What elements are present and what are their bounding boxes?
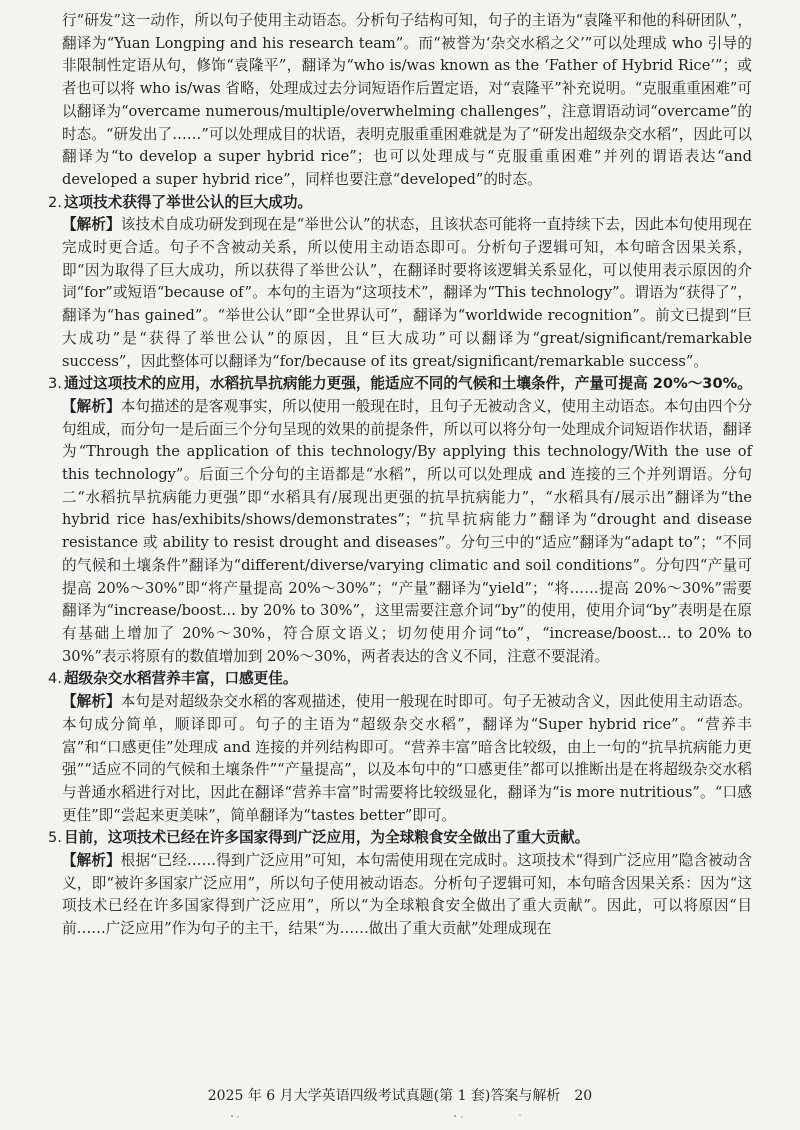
item-4: [48, 668, 752, 827]
analysis-text: 该技术自成功研发到现在是“举世公认”的状态，且该状态可能将一直持续下去，因此本句使用现在完成时更合适。句子不含被动关系，所以使用主动语态即可。分析句子逻辑可知，本句暗含因果关系，即“因为取得了巨大成功，所以获得了举世公认”，在翻译时要将该逻辑关系显化，可以使用表示原因的介词“for”或短语“because of”。本句的主语为“这项技术”，翻译为“This technology”。谓语为“获得了”，翻译为“has gained”。“举世公认”即“全世界认可”，翻译为“worldwide recognition”。前文已提到“巨大成功”是“获得了举世公认”的原因，且“巨大成功”可以翻译为“great/significant/remarkable success”，因此整体可以翻译为“for/because of its great/significant/remarkable success”。: [62, 216, 752, 370]
item-sentence: 目前，这项技术已经在许多国家得到广泛应用，为全球粮食安全做出了重大贡献。: [63, 829, 590, 847]
page-number: 20: [574, 1088, 593, 1104]
analysis-tag: 【解析】: [62, 397, 121, 415]
scan-specks: [0, 1112, 800, 1122]
item-heading: [48, 668, 752, 691]
item-number: 2.: [48, 193, 62, 211]
item-heading: [48, 192, 752, 215]
item-analysis: [62, 850, 752, 941]
item-heading: [48, 373, 752, 396]
item-analysis: [62, 396, 752, 668]
analysis-tag: 【解析】: [62, 852, 121, 870]
item-2: [48, 192, 752, 374]
item-sentence: 通过这项技术的应用，水稻抗旱抗病能力更强，能适应不同的气候和土壤条件，产量可提高 20%～30%。: [63, 375, 752, 393]
item-3: [48, 373, 752, 668]
intro-paragraph: 行“研发”这一动作，所以句子使用主动语态。分析句子结构可知，句子的主语为“袁隆平和他的科研团队”，翻译为“Yuan Longping and his research team”。而“被誉为‘杂交水稻之父’”可以处理成 who 引导的非限制性定语从句，修饰“袁隆平”，翻译为“who is/was known as the ‘Father of Hybrid Rice’”；或者也可以将 who is/was 省略，处理成过去分词短语作后置定语，对“袁隆平”补充说明。“克服重重困难”可以翻译为“overcame numerous/multiple/overwhelming challenges”，注意谓语动词“overcame”的时态。“研发出了……”可以处理成目的状语，表明克服重重困难就是为了“研发出超级杂交水稻”，因此可以翻译为“to develop a super hybrid rice”；也可以处理成与“克服重重困难”并列的谓语表达“and developed a super hybrid rice”，同样也要注意“developed”的时态。: [62, 12, 752, 188]
item-number: 3.: [48, 375, 62, 393]
footer-title: 2025 年 6 月大学英语四级考试真题(第 1 套)答案与解析: [207, 1088, 561, 1104]
item-number: 4.: [48, 670, 62, 688]
item-sentence: 这项技术获得了举世公认的巨大成功。: [63, 193, 313, 211]
item-heading: [48, 827, 752, 850]
item-analysis: [62, 691, 752, 827]
item-sentence: 超级杂交水稻营养丰富，口感更佳。: [63, 670, 298, 688]
item-5: [48, 827, 752, 941]
analysis-tag: 【解析】: [62, 693, 121, 711]
page-body: [48, 10, 752, 941]
analysis-text: 根据“已经……得到广泛应用”可知，本句需使用现在完成时。这项技术“得到广泛应用”隐含被动含义，即“被许多国家广泛应用”，所以句子使用被动语态。分析句子逻辑可知，本句暗含因果关系：因为“这项技术已经在许多国家得到广泛应用”，所以“为全球粮食安全做出了重大贡献”。因此，可以将原因“目前……广泛应用”作为句子的主干，结果“为……做出了重大贡献”处理成现在: [62, 852, 752, 938]
analysis-text: 本句是对超级杂交水稻的客观描述，使用一般现在时即可。句子无被动含义，因此使用主动语态。本句成分简单，顺译即可。句子的主语为“超级杂交水稻”，翻译为“Super hybrid rice”。“营养丰富”和“口感更佳”处理成 and 连接的并列结构即可。“营养丰富”暗含比较级，由上一句的“抗旱抗病能力更强”“适应不同的气候和土壤条件”“产量提高”，以及本句中的“口感更佳”都可以推断出是在将超级杂交水稻与普通水稻进行对比，因此在翻译“营养丰富”时需要将比较级显化，翻译为“is more nutritious”。“口感更佳”即“尝起来更美味”，简单翻译为“tastes better”即可。: [62, 693, 752, 824]
analysis-tag: 【解析】: [62, 216, 121, 234]
page-footer: [0, 1085, 800, 1105]
item-number: 5.: [48, 829, 62, 847]
item-analysis: [62, 214, 752, 373]
analysis-text: 本句描述的是客观事实，所以使用一般现在时，且句子无被动含义，使用主动语态。本句由四个分句组成，而分句一是后面三个分句呈现的效果的前提条件，所以可以将分句一处理成介词短语作状语，翻译为“Through the application of this technology/By applying this technology/With the use of this technology”。后面三个分句的主语都是“水稻”，所以可以处理成 and 连接的三个并列谓语。分句二“水稻抗旱抗病能力更强”即“水稻具有/展现出更强的抗旱抗病能力”，“水稻具有/展示出”翻译为“the hybrid rice has/exhibits/shows/demonstrates”；“抗旱抗病能力”翻译为“drought and disease resistance 或 ability to resist drought and diseases”。分句三中的“适应”翻译为“adapt to”；“不同的气候和土壤条件”翻译为“different/diverse/varying climatic and soil conditions”。分句四“产量可提高 20%～30%”即“将产量提高 20%～30%”；“产量”翻译为“yield”；“将……提高 20%～30%”需要翻译为“increase/boost... by 20% to 30%”，这里需要注意介词“by”的使用，使用介词“by”表明是在原有基础上增加了 20%～30%，符合原文语义；切勿使用介词“to”，“increase/boost... to 20% to 30%”表示将原有的数值增加到 20%～30%，两者表达的含义不同，注意不要混淆。: [62, 397, 752, 665]
